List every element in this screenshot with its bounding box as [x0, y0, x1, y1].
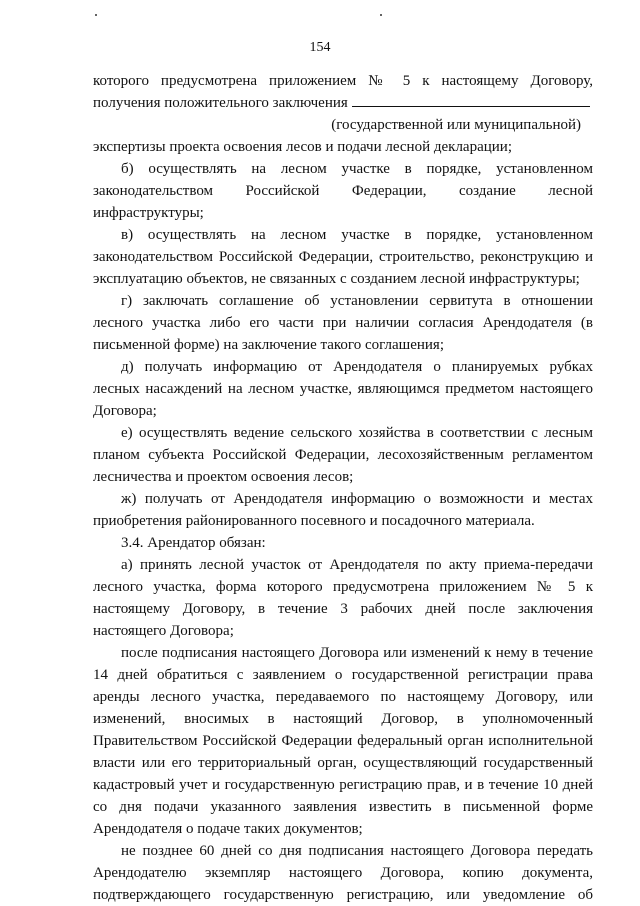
text-line-content: подтверждающего государственную регистрацию, или уведомление об — [93, 887, 593, 903]
text-line-content: б) осуществлять на лесном участке в порядке, установленном — [121, 161, 593, 177]
text-line — [93, 598, 593, 620]
text-line — [93, 246, 593, 268]
text-line — [93, 862, 593, 884]
text-line — [93, 884, 593, 906]
text-line — [93, 488, 593, 510]
text-line — [93, 158, 593, 180]
text-line-content: Арендодателя о подаче таких документов; — [93, 821, 363, 837]
text-line-content: кадастровый учет и государственную регистрацию прав, и в течение 10 дней — [93, 777, 593, 793]
text-line — [93, 686, 593, 708]
text-line — [93, 400, 593, 422]
text-line-content: инфраструктуры; — [93, 205, 204, 221]
text-line — [93, 268, 593, 290]
text-line-content: настоящего Договора; — [93, 623, 234, 639]
text-line-content: получения положительного заключения — [93, 95, 348, 111]
text-line — [93, 752, 593, 774]
text-line — [93, 774, 593, 796]
text-line-content: (государственной или муниципальной) — [331, 117, 581, 133]
text-line-content: Договора; — [93, 403, 157, 419]
text-line — [93, 730, 593, 752]
text-line-content: законодательством Российской Федерации, строительство, реконструкцию и — [93, 249, 593, 265]
text-line-content: 14 дней обратиться с заявлением о государственной регистрации права — [93, 667, 593, 683]
text-line — [93, 422, 593, 444]
text-line-content: со дня подачи указанного заявления известить в письменной форме — [93, 799, 593, 815]
text-line-content: в) осуществлять на лесном участке в порядке, установленном — [121, 227, 593, 243]
text-line — [93, 334, 593, 356]
text-line-content: д) получать информацию от Арендодателя о планируемых рубках — [121, 359, 593, 375]
text-line-content: экспертизы проекта освоения лесов и подачи лесной декларации; — [93, 139, 512, 155]
text-line-content: после подписания настоящего Договора или изменений к нему в течение — [121, 645, 593, 661]
text-line — [93, 290, 593, 312]
scan-speck — [95, 14, 97, 16]
text-line — [93, 224, 593, 246]
text-line-content: е) осуществлять ведение сельского хозяйства в соответствии с лесным — [121, 425, 593, 441]
text-line-content: лесничества и проектом освоения лесов; — [93, 469, 354, 485]
text-line — [93, 136, 593, 158]
text-line-content: которого предусмотрена приложением № 5 к настоящему Договору, — [93, 73, 593, 89]
text-line — [93, 708, 593, 730]
text-line-content: Правительством Российской Федерации федеральный орган исполнительной — [93, 733, 593, 749]
text-line — [93, 840, 593, 862]
text-line — [93, 180, 593, 202]
text-line-content: эксплуатацию объектов, не связанных с созданием лесной инфраструктуры; — [93, 271, 580, 287]
scan-speck — [380, 14, 382, 16]
text-line-content: г) заключать соглашение об установлении сервитута в отношении — [121, 293, 593, 309]
text-line-content: приобретения районированного посевного и посадочного материала. — [93, 513, 535, 529]
text-line-content: 3.4. Арендатор обязан: — [121, 535, 266, 551]
text-line — [93, 818, 593, 840]
text-line — [93, 466, 593, 488]
text-line-content: планом субъекта Российской Федерации, лесохозяйственным регламентом — [93, 447, 593, 463]
text-line — [93, 554, 593, 576]
text-line — [93, 576, 593, 598]
text-line — [93, 114, 593, 136]
text-line-content: лесных насаждений на лесном участке, являющимся предметом настоящего — [93, 381, 593, 397]
fill-in-blank — [352, 92, 590, 107]
text-line-content: Арендодателю экземпляр настоящего Договора, копию документа, — [93, 865, 593, 881]
page-number: 154 — [309, 40, 331, 55]
text-line — [93, 444, 593, 466]
text-line-content: изменений, вносимых в настоящий Договор, в уполномоченный — [93, 711, 593, 727]
text-line-content: письменной форме) на заключение такого соглашения; — [93, 337, 444, 353]
text-line — [93, 620, 593, 642]
text-line — [93, 510, 593, 532]
text-line — [93, 202, 593, 224]
text-line — [93, 70, 593, 92]
text-line-content: настоящему Договору, в течение 3 рабочих дней после заключения — [93, 601, 593, 617]
text-line-content: власти или его территориальный орган, осуществляющий государственный — [93, 755, 593, 771]
text-line-content: лесного участка либо его части при наличии согласия Арендодателя (в — [93, 315, 593, 331]
text-line-content: лесного участка, форма которого предусмотрена приложением № 5 к — [93, 579, 593, 595]
text-line — [93, 356, 593, 378]
text-line-content: законодательством Российской Федерации, создание лесной — [93, 183, 593, 199]
text-line — [93, 378, 593, 400]
text-line-content: а) принять лесной участок от Арендодателя по акту приема-передачи — [121, 557, 593, 573]
text-line — [93, 92, 593, 114]
text-line-content: аренды лесного участка, передаваемого по настоящему Договору, или — [93, 689, 593, 705]
text-line — [93, 796, 593, 818]
text-line — [93, 312, 593, 334]
text-line-content: ж) получать от Арендодателя информацию о возможности и местах — [121, 491, 593, 507]
text-line — [93, 664, 593, 686]
text-line-content: не позднее 60 дней со дня подписания настоящего Договора передать — [121, 843, 593, 859]
text-line — [93, 532, 593, 554]
text-line — [93, 642, 593, 664]
document-body — [93, 70, 593, 906]
